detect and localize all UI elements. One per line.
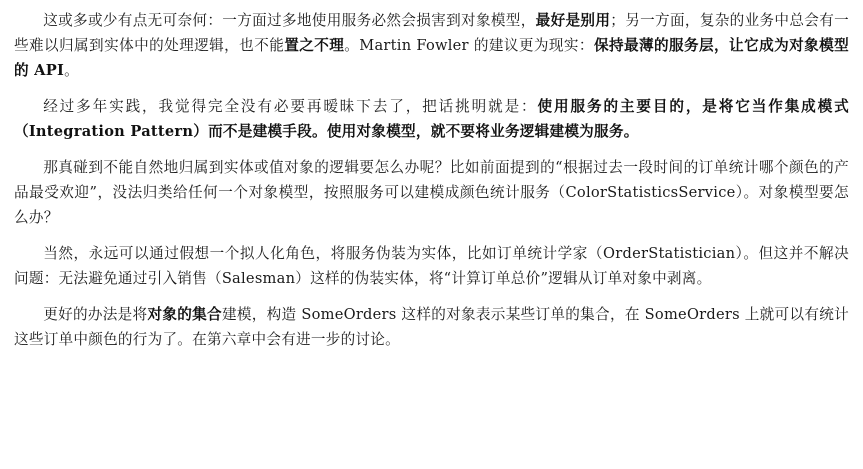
text-run: 建模，构造 SomeOrders 这样的对象表示某些订单的集合，在 SomeOrders 上就可以有统计这些订单中颜色的行为了。在第六章中会有进一步的讨论。 bbox=[14, 306, 849, 348]
text-run: 更好的办法是将 bbox=[43, 306, 148, 323]
bold-text-run: 最好是别用 bbox=[535, 12, 611, 29]
text-run: 。 bbox=[64, 62, 79, 79]
paragraph-1 bbox=[14, 8, 849, 83]
bold-text-run: 使用服务的主要目的，是将它当作集成模式（Integration Pattern）而不是建模手段。使用对象模型，就不要将业务逻辑建模为服务。 bbox=[14, 98, 849, 140]
text-run: 当然，永远可以通过假想一个拟人化角色，将服务伪装为实体，比如订单统计学家（OrderStatistician）。但这并不解决问题：无法避免通过引入销售（Salesman）这样的伪装实体，将“计算订单总价”逻辑从订单对象中剥离。 bbox=[14, 245, 849, 287]
text-run: 这或多或少有点无可奈何：一方面过多地使用服务必然会损害到对象模型， bbox=[43, 12, 536, 29]
bold-text-run: 保持最薄的服务层，让它成为对象模型的 API bbox=[14, 37, 849, 79]
text-run: ；另一方面，复杂的业务中总会有一些难以归属到实体中的处理逻辑，也不能 bbox=[14, 12, 849, 54]
paragraph-2 bbox=[14, 94, 849, 144]
paragraph-3 bbox=[14, 155, 849, 230]
bold-text-run: 置之不理 bbox=[284, 37, 345, 54]
bold-text-run: 对象的集合 bbox=[147, 306, 222, 323]
paragraph-5 bbox=[14, 302, 849, 352]
text-run: 经过多年实践，我觉得完全没有必要再暧昧下去了，把话挑明就是： bbox=[43, 98, 538, 115]
text-run: 那真碰到不能自然地归属到实体或值对象的逻辑要怎么办呢？比如前面提到的“根据过去一段时间的订单统计哪个颜色的产品最受欢迎”，没法归类给任何一个对象模型，按照服务可以建模成颜色统计服务（ColorStatisticsService）。对象模型要怎么办？ bbox=[14, 159, 849, 226]
paragraph-4 bbox=[14, 241, 849, 291]
text-run: 。Martin Fowler 的建议更为现实： bbox=[344, 37, 594, 54]
